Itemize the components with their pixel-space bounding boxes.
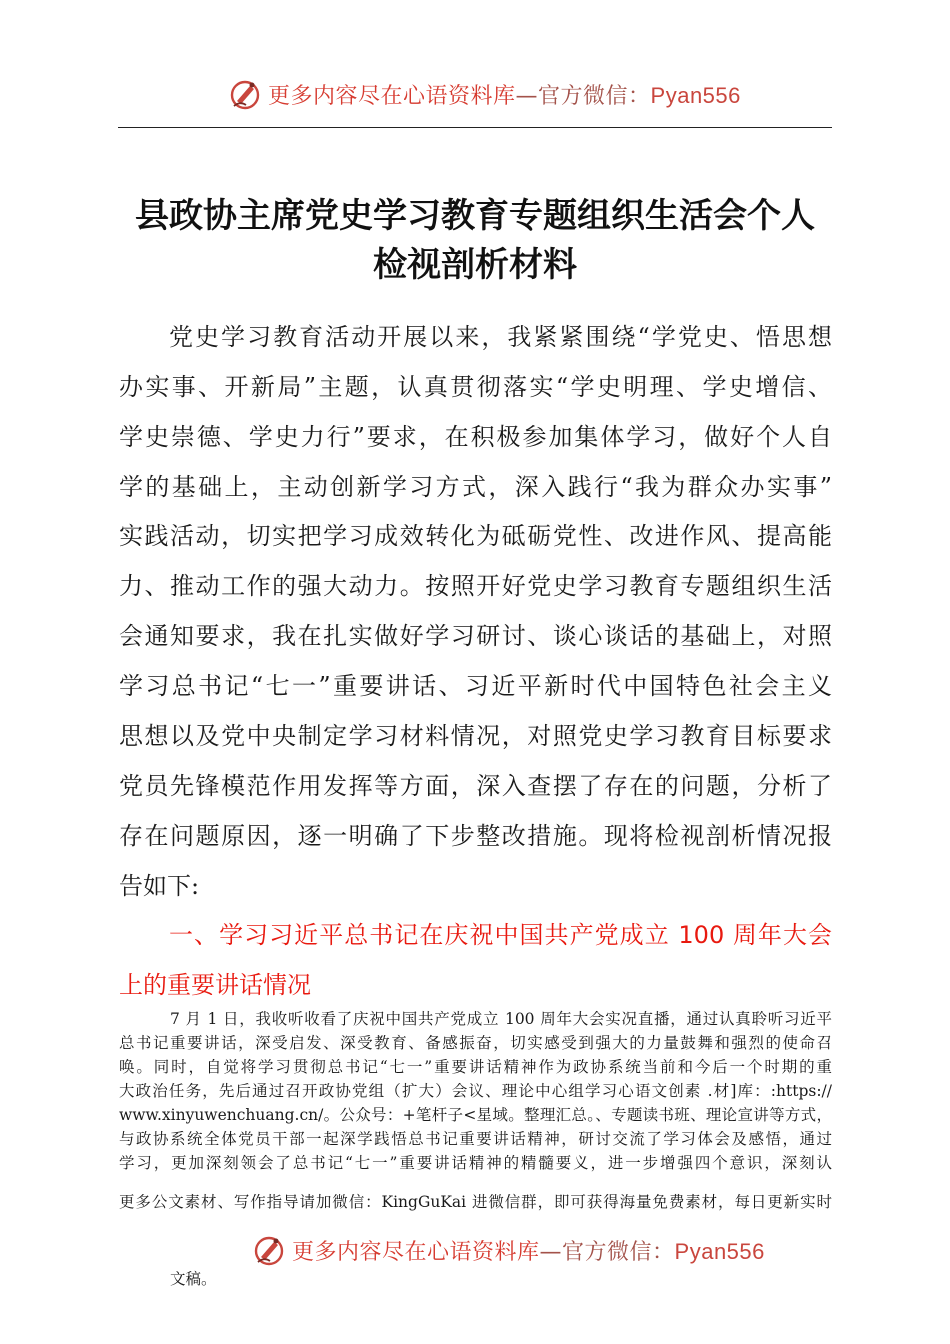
body-line-end: 文稿。 xyxy=(170,1270,217,1288)
body-line: 与政协系统全体党员干部一起深学践悟总书记重要讲话精神，研讨交流了学习体会及感悟，通过 xyxy=(119,1130,832,1148)
intro-line: 力、推动工作的强大动力。按照开好党史学习教育专题组织生活 xyxy=(119,572,832,600)
header-divider xyxy=(118,127,832,128)
header-banner xyxy=(0,74,950,114)
intro-line: 学史崇德、学史力行”要求，在积极参加集体学习，做好个人自 xyxy=(119,423,832,451)
brand-logo-icon xyxy=(228,77,262,111)
footer-banner xyxy=(0,1230,950,1270)
banner-text xyxy=(292,1235,765,1266)
banner-text xyxy=(268,79,741,110)
brand-logo-icon xyxy=(252,1233,286,1267)
brand-main-text: 更多内容尽在心语资料库 xyxy=(292,1239,540,1265)
intro-line: 告如下: xyxy=(119,872,200,900)
body-line: 大政治任务，先后通过召开政协党组（扩大）会议、理论中心组学习心语文创素 .材]库：:https:// xyxy=(119,1082,832,1100)
body-line: 学习，更加深刻领会了总书记“七一”重要讲话精神的精髓要义，进一步增强四个意识，深刻认 xyxy=(119,1154,832,1172)
intro-line: 会通知要求，我在扎实做好学习研讨、谈心谈话的基础上，对照 xyxy=(119,622,832,650)
body-line: 唤。同时，自觉将学习贯彻总书记“七一”重要讲话精神作为政协系统当前和今后一个时期的重 xyxy=(119,1058,832,1076)
body-line: 7 月 1 日，我收听收看了庆祝中国共产党成立 100 周年大会实况直播，通过认真聆听习近平 xyxy=(170,1010,832,1028)
intro-line: 办实事、开新局”主题，认真贯彻落实“学史明理、学史增信、 xyxy=(119,373,832,401)
brand-main-text: 更多内容尽在心语资料库 xyxy=(268,83,516,109)
document-title-line-2: 检视剖析材料 xyxy=(373,245,577,285)
brand-sep-text: —官方微信： xyxy=(515,83,651,109)
document-title-line-1: 县政协主席党史学习教育专题组织生活会个人 xyxy=(135,196,815,236)
body-line: 总书记重要讲话，深受启发、深受教育、备感振奋，切实感受到强大的力量鼓舞和强烈的使命召 xyxy=(119,1034,832,1052)
brand-sep-text: —官方微信： xyxy=(539,1239,675,1265)
section-heading-line-1: 一、学习习近平总书记在庆祝中国共产党成立 100 周年大会 xyxy=(169,921,832,949)
intro-line: 存在问题原因，逐一明确了下步整改措施。现将检视剖析情况报 xyxy=(119,822,832,850)
intro-line: 党员先锋模范作用发挥等方面，深入查摆了存在的问题，分析了 xyxy=(119,772,832,800)
intro-line: 学习总书记“七一”重要讲话、习近平新时代中国特色社会主义 xyxy=(119,672,832,700)
intro-line: 思想以及党中央制定学习材料情况，对照党史学习教育目标要求 xyxy=(119,722,832,750)
brand-wechat-id: Pyan556 xyxy=(674,1238,765,1264)
promo-line: 更多公文素材、写作指导请加微信：KingGuKai 进微信群，即可获得海量免费素材，每日更新实时 xyxy=(119,1193,832,1211)
intro-line: 党史学习教育活动开展以来，我紧紧围绕“学党史、悟思想 xyxy=(169,323,832,351)
section-heading-line-2: 上的重要讲话情况 xyxy=(119,971,311,999)
body-line: www.xinyuwenchuang.cn/。公众号：+笔杆子<星域。整理汇总。、专题读书班、理论宣讲等方式， xyxy=(119,1106,832,1124)
intro-line: 实践活动，切实把学习成效转化为砥砺党性、改进作风、提高能 xyxy=(119,522,832,550)
intro-line: 学的基础上，主动创新学习方式，深入践行“我为群众办实事” xyxy=(119,473,832,501)
brand-wechat-id: Pyan556 xyxy=(650,82,741,108)
